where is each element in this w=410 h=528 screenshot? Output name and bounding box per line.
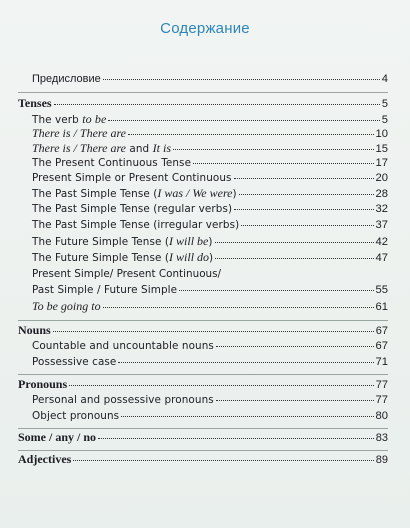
dot-leader — [118, 362, 373, 363]
dot-leader — [215, 258, 373, 259]
toc-page-number: 10 — [375, 128, 388, 140]
toc-entry-label: Personal and possessive pronouns — [32, 394, 214, 406]
page-title: Содержание — [160, 20, 250, 37]
toc-entry[interactable] — [32, 283, 388, 297]
dot-leader — [128, 134, 374, 135]
toc-page-number: 67 — [375, 325, 388, 337]
toc-page-number: 32 — [375, 203, 388, 215]
toc-entry-label: There is / There are — [32, 126, 126, 140]
toc-entry[interactable] — [32, 202, 388, 216]
dot-leader — [234, 178, 374, 179]
toc-page-number: 47 — [375, 252, 388, 264]
toc-entry[interactable] — [32, 171, 388, 185]
toc-entry-label: Object pronouns — [32, 410, 120, 422]
toc-entry[interactable] — [32, 186, 388, 201]
toc-section-some-any-no[interactable] — [18, 430, 388, 445]
toc-entry-label: Предисловие — [32, 73, 101, 85]
toc-entry-label: The Future Simple Tense (I will do) — [32, 250, 214, 264]
toc-entry[interactable] — [32, 355, 388, 369]
toc-page-number: 17 — [375, 157, 388, 169]
toc-page-number: 77 — [375, 379, 388, 391]
toc-page-number: 83 — [375, 432, 388, 444]
toc-page-number: 20 — [375, 172, 388, 184]
toc-entry-label: There is / There are and It is — [32, 141, 171, 155]
toc-entry-label: Countable and uncountable nouns — [32, 340, 214, 352]
toc-entry[interactable] — [32, 409, 388, 423]
dot-leader — [216, 346, 374, 347]
toc-entry-label: The verb to be — [32, 112, 107, 126]
dot-leader — [103, 79, 380, 80]
dot-leader — [108, 120, 379, 121]
toc-page-number: 89 — [375, 454, 388, 466]
toc-entry-label: Past Simple / Future Simple — [32, 284, 178, 296]
dot-leader — [98, 438, 374, 439]
toc-entry[interactable] — [32, 141, 388, 156]
toc-section-pronouns[interactable] — [18, 377, 388, 392]
dot-leader — [234, 209, 373, 210]
toc-section-nouns[interactable] — [18, 323, 388, 338]
section-heading: Nouns — [18, 323, 51, 337]
toc-entry-intro[interactable] — [32, 72, 388, 86]
divider — [18, 320, 388, 321]
toc-page-number: 80 — [375, 410, 388, 422]
dot-leader — [193, 163, 373, 164]
toc-section-adjectives[interactable] — [18, 452, 388, 467]
toc-entry[interactable] — [32, 112, 388, 127]
dot-leader — [179, 290, 373, 291]
toc-entry-label-line: Present Simple/ Present Continuous/ — [32, 268, 222, 280]
divider — [18, 92, 388, 93]
toc-entry[interactable] — [32, 234, 388, 249]
dot-leader — [103, 307, 374, 308]
dot-leader — [54, 104, 380, 105]
toc-entry[interactable] — [32, 218, 388, 232]
dot-leader — [241, 225, 373, 226]
dot-leader — [73, 460, 373, 461]
toc-entry[interactable] — [32, 299, 388, 314]
toc-entry[interactable] — [32, 126, 388, 141]
toc-page-number: 71 — [375, 356, 388, 368]
dot-leader — [121, 416, 373, 417]
dot-leader — [53, 331, 374, 332]
toc-entry-label: The Past Simple Tense (regular verbs) — [32, 203, 233, 215]
toc-entry-label: The Past Simple Tense (irregular verbs) — [32, 219, 240, 231]
section-heading: Pronouns — [18, 377, 68, 391]
toc-entry-label: The Present Continuous Tense — [32, 157, 192, 169]
toc-page-number: 5 — [381, 98, 388, 110]
toc-page-number: 28 — [375, 188, 388, 200]
toc-entry[interactable] — [32, 339, 388, 353]
toc-entry-label: The Future Simple Tense (I will be) — [32, 234, 213, 248]
section-heading: Adjectives — [18, 452, 72, 466]
toc-entry-label: The Past Simple Tense (I was / We were) — [32, 186, 237, 200]
toc-page-number: 37 — [375, 219, 388, 231]
toc-page-number: 42 — [375, 236, 388, 248]
divider — [18, 374, 388, 375]
dot-leader — [215, 242, 374, 243]
toc-entry[interactable] — [32, 393, 388, 407]
toc-page-number: 4 — [381, 73, 388, 85]
section-heading: Tenses — [18, 96, 52, 110]
dot-leader — [173, 149, 374, 150]
toc-entry[interactable] — [32, 250, 388, 265]
divider — [18, 428, 388, 429]
toc-page-number: 5 — [381, 114, 388, 126]
toc-page-number: 61 — [375, 301, 388, 313]
toc-page-number: 15 — [375, 143, 388, 155]
toc-page-number: 55 — [375, 284, 388, 296]
toc-entry-label: Present Simple or Present Continuous — [32, 172, 232, 184]
dot-leader — [216, 400, 374, 401]
divider — [18, 450, 388, 451]
toc-page-number: 77 — [375, 394, 388, 406]
toc-page-number: 67 — [375, 340, 388, 352]
dot-leader — [69, 385, 374, 386]
toc-entry[interactable] — [32, 156, 388, 170]
toc-entry-label: To be going to — [32, 299, 101, 313]
toc-section-tenses[interactable] — [18, 96, 388, 111]
section-heading: Some / any / no — [18, 430, 97, 444]
toc-entry-label: Possessive case — [32, 356, 117, 368]
dot-leader — [239, 194, 374, 195]
